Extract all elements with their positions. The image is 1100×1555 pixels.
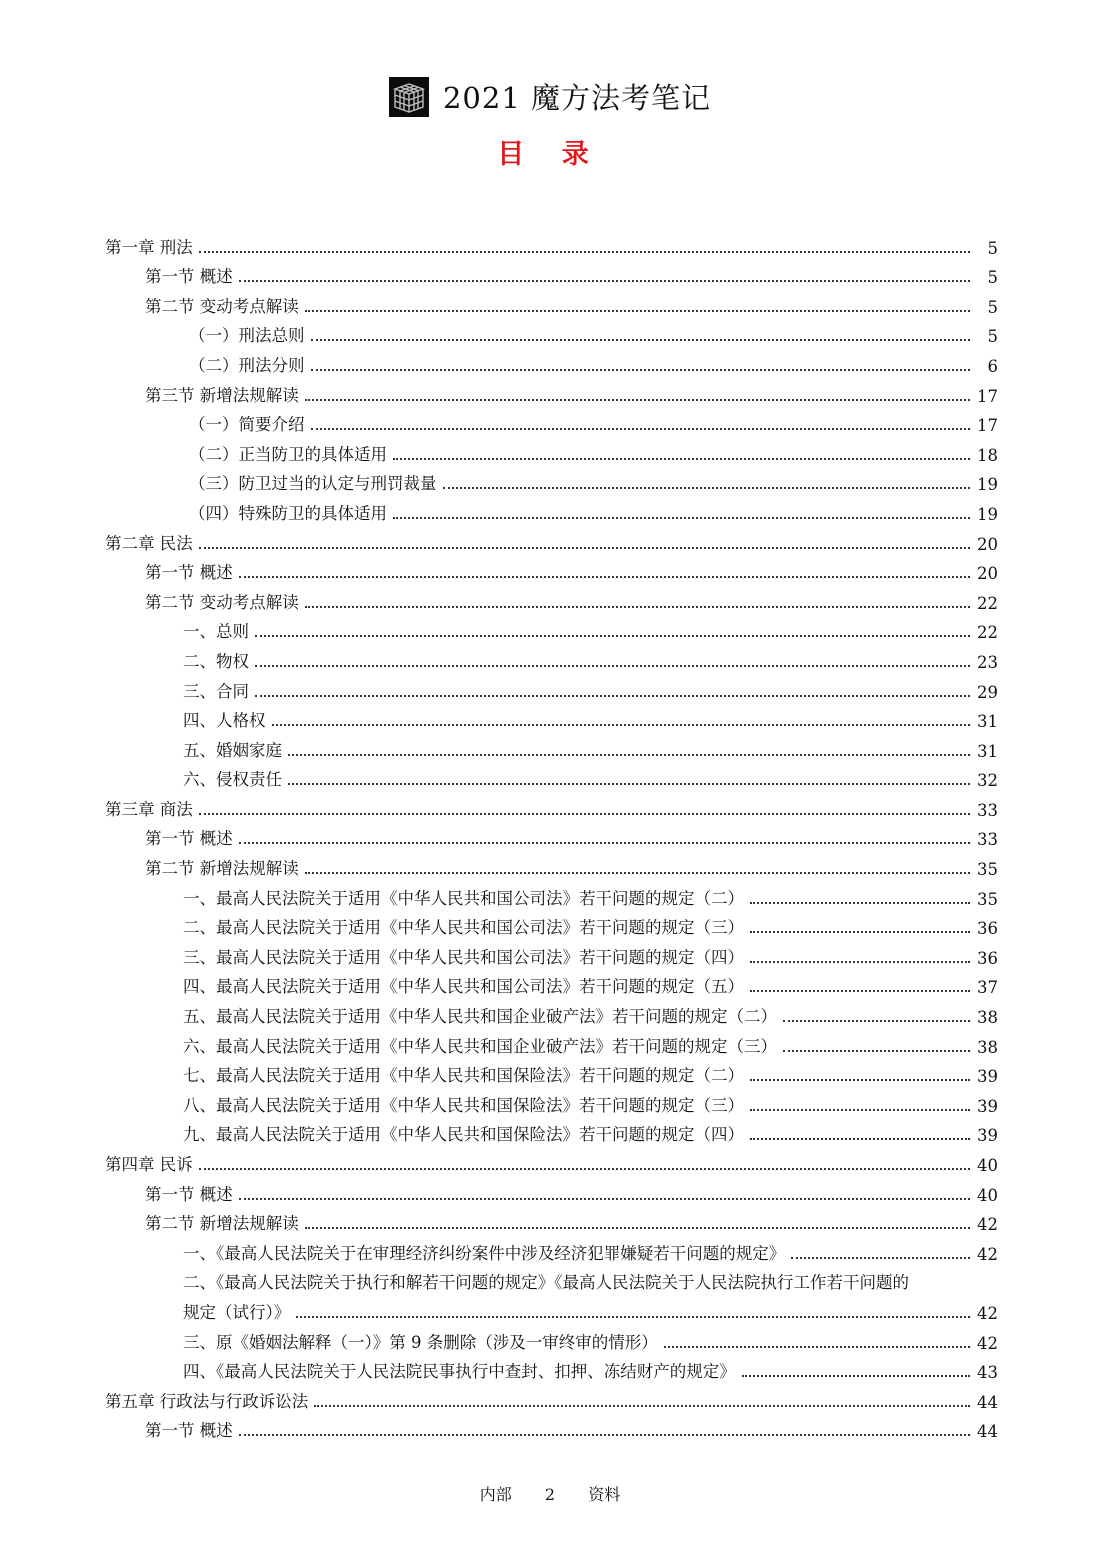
toc-entry-title: 第二节 变动考点解读 xyxy=(145,296,299,316)
toc-entry-title: 二、《最高人民法院关于执行和解若干问题的规定》《最高人民法院关于人民法院执行工作若干问题的 xyxy=(183,1273,909,1293)
dot-leader xyxy=(311,428,971,430)
toc-entry[interactable] xyxy=(105,524,998,554)
dot-leader xyxy=(750,961,970,963)
dot-leader xyxy=(443,487,971,489)
dot-leader xyxy=(288,783,970,785)
toc-entry[interactable] xyxy=(105,1175,998,1205)
toc-entry[interactable] xyxy=(105,672,998,702)
toc-entry[interactable] xyxy=(105,465,998,495)
dot-leader xyxy=(664,1346,970,1348)
toc-entry[interactable] xyxy=(105,258,998,288)
dot-leader xyxy=(314,1405,970,1407)
dot-leader xyxy=(239,1198,970,1200)
toc-entry[interactable] xyxy=(105,435,998,465)
toc-entry-title: 六、最高人民法院关于适用《中华人民共和国企业破产法》若干问题的规定（三） xyxy=(183,1036,777,1056)
toc-entry-page: 17 xyxy=(977,386,998,406)
toc-entry[interactable] xyxy=(105,790,998,820)
toc-entry-title: 五、最高人民法院关于适用《中华人民共和国企业破产法》若干问题的规定（二） xyxy=(183,1007,777,1027)
dot-leader xyxy=(239,842,970,844)
toc-entry[interactable] xyxy=(105,376,998,406)
toc-entry-title: 八、最高人民法院关于适用《中华人民共和国保险法》若干问题的规定（三） xyxy=(183,1095,744,1115)
toc-entry[interactable] xyxy=(105,1234,998,1264)
toc-entry-page: 32 xyxy=(977,771,998,791)
toc-entry-title: 第四章 民诉 xyxy=(105,1155,193,1174)
toc-entry-title: 三、合同 xyxy=(183,681,249,701)
toc-entry-title: 四、《最高人民法院关于人民法院民事执行中查封、扣押、冻结财产的规定》 xyxy=(183,1362,736,1382)
dot-leader xyxy=(750,1138,970,1140)
dot-leader xyxy=(393,458,970,460)
toc-entry[interactable] xyxy=(105,1086,998,1116)
toc-entry-page: 19 xyxy=(977,475,998,495)
toc-entry-page: 31 xyxy=(977,712,998,732)
toc-entry-title: 七、最高人民法院关于适用《中华人民共和国保险法》若干问题的规定（二） xyxy=(183,1066,744,1086)
toc-entry-page: 38 xyxy=(977,1008,998,1028)
toc-entry-title: 六、侵权责任 xyxy=(183,770,282,790)
toc-entry-title: 五、婚姻家庭 xyxy=(183,740,282,760)
toc-entry-page: 23 xyxy=(977,652,998,672)
toc-entry[interactable] xyxy=(105,731,998,761)
toc-entry[interactable] xyxy=(105,346,998,376)
toc-entry-page: 18 xyxy=(977,445,998,465)
toc-entry-page: 5 xyxy=(987,297,998,317)
dot-leader xyxy=(750,931,970,933)
toc-entry-page: 40 xyxy=(977,1185,998,1205)
toc-entry-page: 22 xyxy=(977,623,998,643)
toc-entry-title: （一）刑法总则 xyxy=(189,326,305,346)
toc-entry-page: 33 xyxy=(977,800,998,820)
page-number: 2 xyxy=(544,1485,556,1504)
toc-entry-title: （四）特殊防卫的具体适用 xyxy=(189,503,387,523)
toc-entry[interactable] xyxy=(105,1382,998,1412)
document-title: 2021 魔方法考笔记 xyxy=(442,81,712,115)
toc-entry[interactable] xyxy=(105,406,998,436)
toc-entry-title: （二）正当防卫的具体适用 xyxy=(189,444,387,464)
dot-leader xyxy=(311,369,971,371)
dot-leader xyxy=(199,813,970,815)
dot-leader xyxy=(272,724,971,726)
rubiks-cube-icon xyxy=(389,77,429,117)
toc-entry[interactable] xyxy=(105,494,998,524)
toc-heading: 目 录 xyxy=(497,139,603,170)
toc-entry-page: 17 xyxy=(977,416,998,436)
toc-entry-page: 39 xyxy=(977,1096,998,1116)
toc-entry-title: 第二节 新增法规解读 xyxy=(145,859,299,879)
toc-entry[interactable] xyxy=(105,1116,998,1146)
footer-label-left: 内部 xyxy=(479,1485,512,1504)
footer-label-right: 资料 xyxy=(588,1485,621,1504)
toc-entry-title: 规定（试行）》 xyxy=(183,1302,291,1322)
toc-entry-title: 二、物权 xyxy=(183,651,249,671)
dot-leader xyxy=(288,754,970,756)
toc-entry-page: 37 xyxy=(977,978,998,998)
dot-leader xyxy=(305,872,970,874)
toc-entry-title: 第三节 新增法规解读 xyxy=(145,385,299,405)
toc-entry-page: 20 xyxy=(977,534,998,554)
toc-entry[interactable] xyxy=(105,1057,998,1087)
toc-entry-title: 第二节 新增法规解读 xyxy=(145,1214,299,1234)
toc-entry-page: 44 xyxy=(977,1392,998,1412)
toc-entry[interactable] xyxy=(105,849,998,879)
dot-leader xyxy=(239,1434,970,1436)
dot-leader xyxy=(742,1375,970,1377)
dot-leader xyxy=(296,1316,970,1318)
toc-entry[interactable] xyxy=(105,938,998,968)
toc-entry-page: 42 xyxy=(977,1215,998,1235)
toc-entry-page: 42 xyxy=(977,1303,998,1323)
dot-leader xyxy=(393,517,970,519)
dot-leader xyxy=(311,339,971,341)
toc-entry-page: 44 xyxy=(977,1422,998,1442)
toc-entry[interactable] xyxy=(105,702,998,732)
dot-leader xyxy=(255,665,970,667)
toc-entry-page: 5 xyxy=(987,238,998,258)
dot-leader xyxy=(783,1020,970,1022)
dot-leader xyxy=(750,990,970,992)
dot-leader xyxy=(199,251,970,253)
toc-entry-page: 31 xyxy=(977,741,998,761)
toc-entry[interactable] xyxy=(105,909,998,939)
toc-entry[interactable] xyxy=(105,1264,998,1294)
toc-entry-title: 四、人格权 xyxy=(183,711,266,731)
toc-entry[interactable] xyxy=(105,1412,998,1442)
toc-entry[interactable] xyxy=(105,968,998,998)
toc-entry-page: 35 xyxy=(977,889,998,909)
document-header xyxy=(0,76,1100,117)
toc-entry-title: 二、最高人民法院关于适用《中华人民共和国公司法》若干问题的规定（三） xyxy=(183,918,744,938)
toc-entry-page: 5 xyxy=(987,327,998,347)
toc-entry-title: 第三章 商法 xyxy=(105,799,193,819)
toc-entry-title: 第一节 概述 xyxy=(145,267,233,287)
toc-entry[interactable] xyxy=(105,820,998,850)
toc-entry-page: 39 xyxy=(977,1126,998,1146)
toc-entry-title: 三、原《婚姻法解释（一）》第 9 条删除（涉及一审终审的情形） xyxy=(183,1332,658,1352)
toc-entry-page: 22 xyxy=(977,593,998,613)
dot-leader xyxy=(783,1050,970,1052)
dot-leader xyxy=(239,280,970,282)
toc-entry[interactable] xyxy=(105,997,998,1027)
toc-entry-title: （二）刑法分则 xyxy=(189,355,305,375)
toc-entry-page: 36 xyxy=(977,948,998,968)
toc-entry-title: 第一章 刑法 xyxy=(105,237,193,257)
toc-entry-title: 第二章 民法 xyxy=(105,533,193,553)
toc-entry[interactable] xyxy=(105,554,998,584)
toc-entry[interactable] xyxy=(105,228,998,258)
toc-entry-title: 第一节 概述 xyxy=(145,829,233,849)
toc-entry[interactable] xyxy=(105,1353,998,1383)
toc-entry[interactable] xyxy=(105,1205,998,1235)
toc-entry-page: 6 xyxy=(987,356,998,376)
dot-leader xyxy=(305,399,970,401)
toc-entry[interactable] xyxy=(105,761,998,791)
toc-entry-title: （一）简要介绍 xyxy=(189,415,305,435)
dot-leader xyxy=(750,1109,970,1111)
dot-leader xyxy=(255,695,970,697)
dot-leader xyxy=(199,1168,970,1170)
dot-leader xyxy=(239,576,970,578)
toc-entry-page: 43 xyxy=(977,1363,998,1383)
dot-leader xyxy=(305,1227,970,1229)
toc-entry-title: 第一节 概述 xyxy=(145,1184,233,1204)
toc-entry[interactable] xyxy=(105,317,998,347)
toc-entry-page: 5 xyxy=(987,268,998,288)
toc-entry-page: 42 xyxy=(977,1333,998,1353)
toc-entry[interactable] xyxy=(105,613,998,643)
toc-entry[interactable] xyxy=(105,1145,998,1175)
toc-entry-page: 40 xyxy=(977,1156,998,1175)
toc-entry-title: 第二节 变动考点解读 xyxy=(145,592,299,612)
toc-entry[interactable] xyxy=(105,642,998,672)
dot-leader xyxy=(750,1079,970,1081)
toc-entry[interactable] xyxy=(105,1293,998,1323)
toc-entry[interactable] xyxy=(105,879,998,909)
toc-entry[interactable] xyxy=(105,583,998,613)
toc-entry[interactable] xyxy=(105,287,998,317)
dot-leader xyxy=(791,1257,970,1259)
toc-entry-page: 35 xyxy=(977,860,998,880)
toc-entry-title: 四、最高人民法院关于适用《中华人民共和国公司法》若干问题的规定（五） xyxy=(183,977,744,997)
toc-entry-page: 39 xyxy=(977,1067,998,1087)
toc-entry-page: 19 xyxy=(977,504,998,524)
toc-entry[interactable] xyxy=(105,1027,998,1057)
dot-leader xyxy=(305,606,970,608)
toc-entry-title: 一、最高人民法院关于适用《中华人民共和国公司法》若干问题的规定（二） xyxy=(183,888,744,908)
toc-entry-page: 38 xyxy=(977,1037,998,1057)
dot-leader xyxy=(750,902,970,904)
toc-entry-page: 29 xyxy=(977,682,998,702)
toc-entry-title: 一、《最高人民法院关于在审理经济纠纷案件中涉及经济犯罪嫌疑若干问题的规定》 xyxy=(183,1243,786,1263)
page-footer xyxy=(0,1482,1100,1505)
dot-leader xyxy=(305,310,970,312)
toc-entry-page: 36 xyxy=(977,919,998,939)
toc-entry[interactable] xyxy=(105,1323,998,1353)
table-of-contents xyxy=(105,228,998,1441)
toc-entry-page: 33 xyxy=(977,830,998,850)
toc-entry-title: 三、最高人民法院关于适用《中华人民共和国公司法》若干问题的规定（四） xyxy=(183,947,744,967)
toc-entry-title: 第五章 行政法与行政诉讼法 xyxy=(105,1391,309,1411)
dot-leader xyxy=(199,547,970,549)
dot-leader xyxy=(255,635,970,637)
toc-entry-title: （三）防卫过当的认定与刑罚裁量 xyxy=(189,474,437,494)
toc-entry-page: 20 xyxy=(977,564,998,584)
toc-entry-title: 一、总则 xyxy=(183,622,249,642)
toc-entry-title: 第一节 概述 xyxy=(145,1421,233,1441)
toc-entry-title: 第一节 概述 xyxy=(145,563,233,583)
toc-entry-page: 42 xyxy=(977,1244,998,1264)
toc-entry-title: 九、最高人民法院关于适用《中华人民共和国保险法》若干问题的规定（四） xyxy=(183,1125,744,1145)
